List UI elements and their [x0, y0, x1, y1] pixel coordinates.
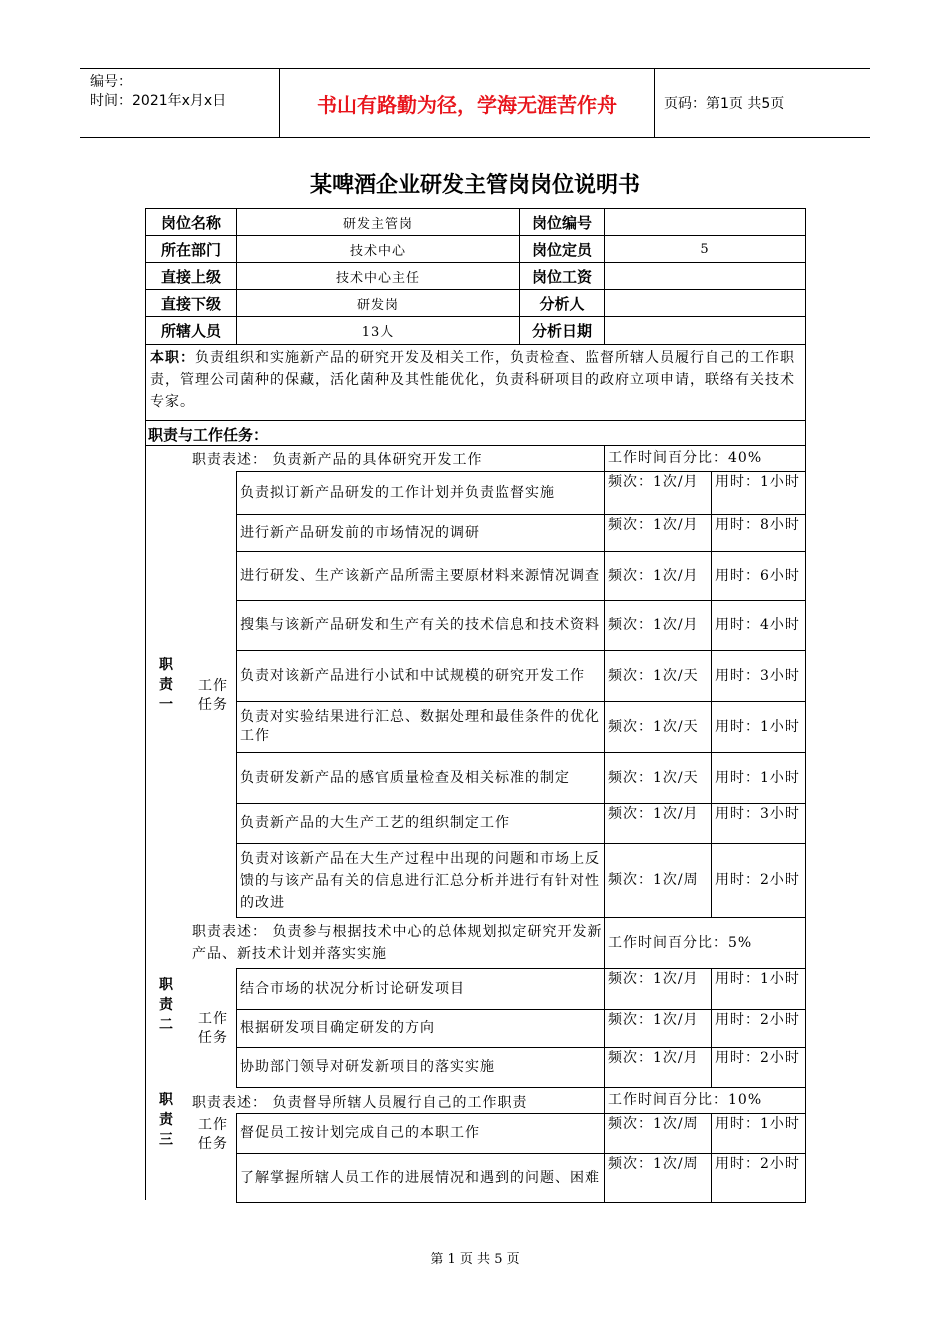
task-text: 根据研发项目确定研发的方向	[236, 1009, 605, 1048]
task-text: 负责新产品的大生产工艺的组织制定工作	[236, 803, 605, 844]
task-hours: 用时：4小时	[711, 600, 806, 651]
task-frequency: 频次：1次/月	[604, 551, 712, 601]
task-text: 负责对实验结果进行汇总、数据处理和最佳条件的优化工作	[236, 701, 605, 753]
info-value	[604, 316, 806, 345]
task-frequency: 频次：1次/天	[604, 701, 712, 753]
duty-percent: 工作时间百分比：5%	[604, 917, 806, 969]
task-hours: 用时：1小时	[711, 471, 806, 515]
info-label: 直接上级	[145, 262, 237, 290]
task-hours: 用时：3小时	[711, 650, 806, 702]
info-value	[604, 208, 806, 236]
task-text: 了解掌握所辖人员工作的进展情况和遇到的问题、困难	[236, 1153, 605, 1203]
info-label: 直接下级	[145, 289, 237, 317]
header-meta	[80, 69, 280, 137]
duty-statement: 负责参与根据技术中心的总体规划拟定研究开发新产品、新技术计划并落实实施	[192, 924, 603, 962]
task-label: 工作任务	[198, 1117, 228, 1152]
task-frequency: 频次：1次/月	[604, 600, 712, 651]
task-hours: 用时：2小时	[711, 1047, 806, 1088]
task-text: 进行研发、生产该新产品所需主要原材料来源情况调查	[236, 551, 605, 601]
task-hours: 用时：6小时	[711, 551, 806, 601]
task-hours: 用时：1小时	[711, 752, 806, 804]
task-hours: 用时：1小时	[711, 968, 806, 1010]
info-label: 分析人	[519, 289, 605, 317]
duty-name: 职责一	[159, 657, 173, 713]
code-label: 编号：	[90, 74, 132, 90]
task-frequency: 频次：1次/周	[604, 1113, 712, 1154]
task-hours: 用时：1小时	[711, 1113, 806, 1154]
task-hours: 用时：2小时	[711, 843, 806, 918]
task-frequency: 频次：1次/天	[604, 650, 712, 702]
info-value: 研发主管岗	[236, 208, 520, 236]
page-footer: 第 1 页 共 5 页	[430, 1252, 520, 1267]
duty-percent: 工作时间百分比：10%	[604, 1087, 806, 1114]
task-hours: 用时：3小时	[711, 803, 806, 844]
task-text: 督促员工按计划完成自己的本职工作	[236, 1113, 605, 1154]
duty-percent: 工作时间百分比：40%	[604, 445, 806, 472]
task-text: 负责拟订新产品研发的工作计划并负责监督实施	[236, 471, 605, 515]
task-hours: 用时：1小时	[711, 701, 806, 753]
benzhi-label: 本职：	[150, 350, 195, 366]
info-label: 岗位名称	[145, 208, 237, 236]
task-hours: 用时：2小时	[711, 1009, 806, 1048]
task-text: 结合市场的状况分析讨论研发项目	[236, 968, 605, 1010]
benzhi-text: 负责组织和实施新产品的研究开发及相关工作，负责检查、监督所辖人员履行自己的工作职责，管理公司菌种的保藏，活化菌种及其性能优化，负责科研项目的政府立项申请，联络有关技术专家。	[150, 350, 795, 410]
task-frequency: 频次：1次/月	[604, 471, 712, 515]
frame-left	[145, 445, 146, 1200]
page-header	[80, 68, 870, 138]
task-frequency: 频次：1次/周	[604, 1153, 712, 1203]
task-text: 负责对该新产品进行小试和中试规模的研究开发工作	[236, 650, 605, 702]
duty-name: 职责三	[159, 1092, 173, 1148]
motto: 书山有路勤为径，学海无涯苦作舟	[280, 69, 655, 137]
info-value	[604, 289, 806, 317]
task-text: 负责研发新产品的感官质量检查及相关标准的制定	[236, 752, 605, 804]
task-frequency: 频次：1次/月	[604, 968, 712, 1010]
task-label: 工作任务	[198, 678, 228, 713]
info-label: 岗位定员	[519, 235, 605, 263]
task-frequency: 频次：1次/天	[604, 752, 712, 804]
page-info: 页码：第1页 共5页	[664, 96, 785, 112]
duty-statement: 职责表述： 负责新产品的具体研究开发工作	[192, 452, 483, 468]
info-value	[604, 262, 806, 290]
task-text: 负责对该新产品在大生产过程中出现的问题和市场上反馈的与该产品有关的信息进行汇总分析并进行有针对性的改进	[236, 843, 605, 918]
task-text: 协助部门领导对研发新项目的落实实施	[236, 1047, 605, 1088]
info-label: 分析日期	[519, 316, 605, 345]
task-frequency: 频次：1次/周	[604, 843, 712, 918]
time-label: 时间：2021年x月x日	[90, 93, 227, 109]
task-frequency: 频次：1次/月	[604, 803, 712, 844]
info-value: 技术中心主任	[236, 262, 520, 290]
info-value: 研发岗	[236, 289, 520, 317]
task-hours: 用时：2小时	[711, 1153, 806, 1203]
benzhi-block	[145, 344, 806, 421]
duty-statement-block	[192, 921, 604, 965]
info-label: 岗位工资	[519, 262, 605, 290]
info-label: 岗位编号	[519, 208, 605, 236]
duty-statement-prefix: 职责表述：	[192, 924, 267, 940]
task-hours: 用时：8小时	[711, 514, 806, 552]
info-value: 13人	[236, 316, 520, 345]
duties-header: 职责与工作任务：	[145, 420, 806, 446]
task-frequency: 频次：1次/月	[604, 1009, 712, 1048]
task-text: 进行新产品研发前的市场情况的调研	[236, 514, 605, 552]
task-text: 搜集与该新产品研发和生产有关的技术信息和技术资料	[236, 600, 605, 651]
task-frequency: 频次：1次/月	[604, 1047, 712, 1088]
task-label: 工作任务	[198, 1011, 228, 1046]
info-label: 所辖人员	[145, 316, 237, 345]
duty-statement: 职责表述： 负责督导所辖人员履行自己的工作职责	[192, 1095, 528, 1111]
document-title: 某啤酒企业研发主管岗岗位说明书	[309, 173, 640, 198]
info-label: 所在部门	[145, 235, 237, 263]
duty-name: 职责二	[159, 977, 173, 1033]
info-value: 技术中心	[236, 235, 520, 263]
info-value: 5	[604, 235, 806, 263]
task-frequency: 频次：1次/月	[604, 514, 712, 552]
